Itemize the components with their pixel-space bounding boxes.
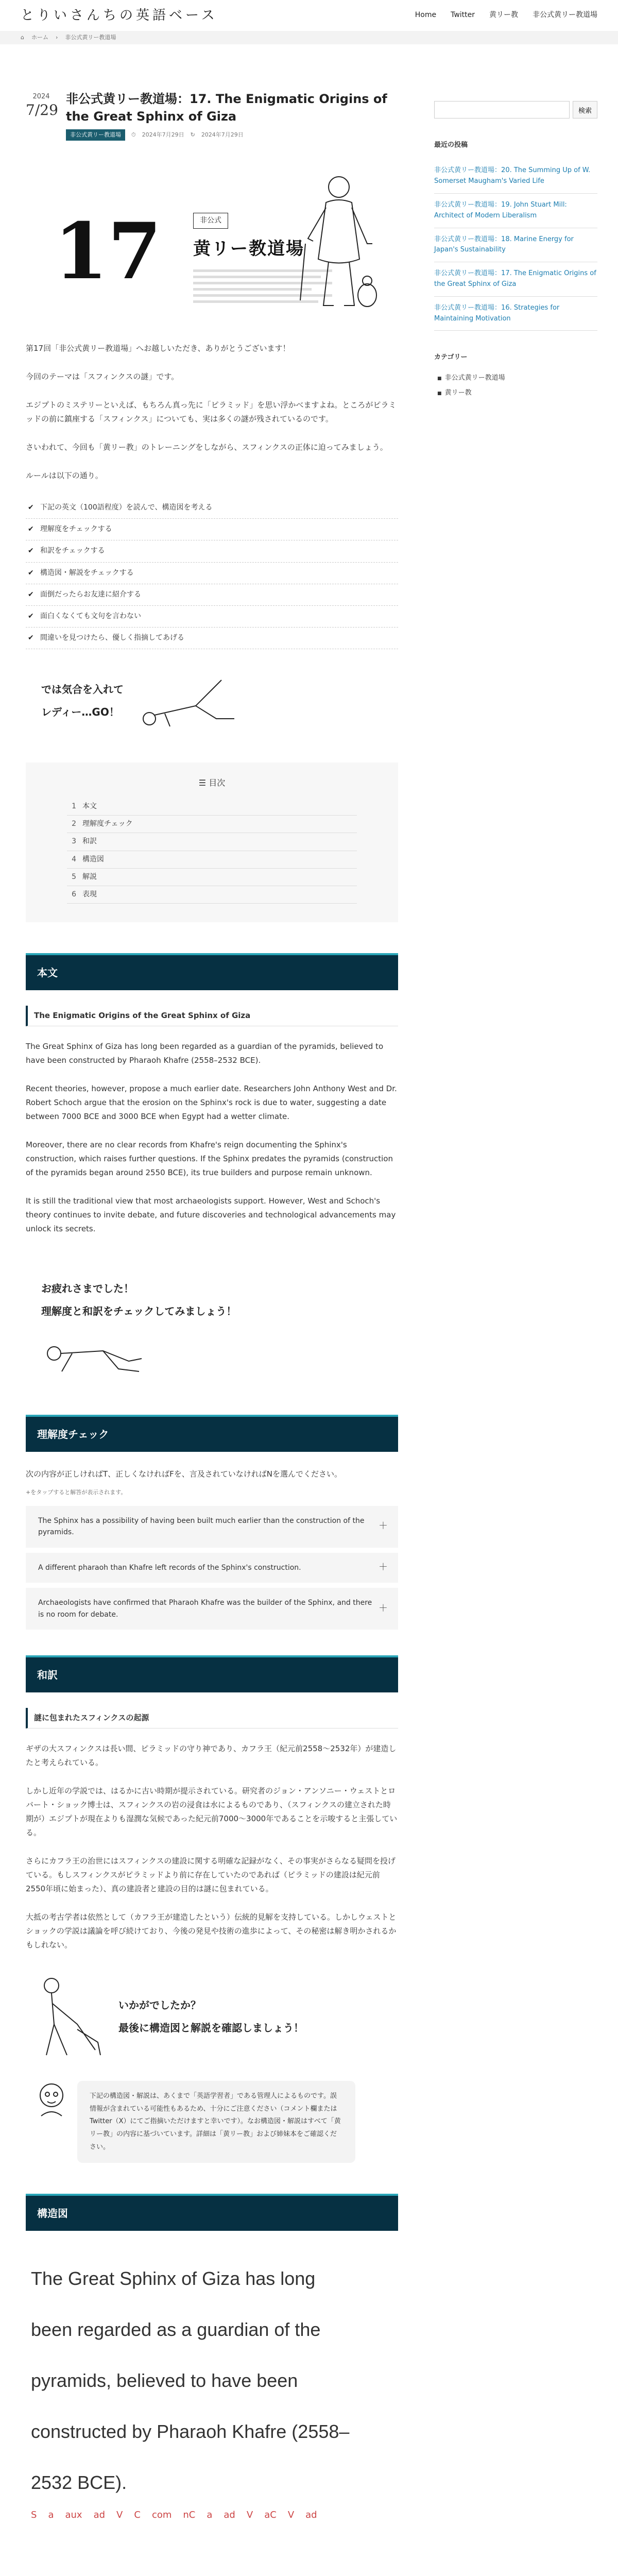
- plus-icon[interactable]: ＋: [379, 1603, 388, 1614]
- plus-icon[interactable]: ＋: [379, 1521, 388, 1532]
- list-item: ✔ 間違いを見つけたら、優しく指摘してあげる: [26, 628, 398, 649]
- quiz-accordion-2[interactable]: A different pharaoh than Khafre left records of the Sphinx's construction. ＋: [26, 1553, 398, 1583]
- recent-post-link[interactable]: 非公式黄リー教道場：18. Marine Energy for Japan's Sustainability: [434, 228, 597, 263]
- post-meta: [66, 129, 398, 141]
- structure-tags: S a aux ad V C com nC a ad V aC V ad: [31, 2510, 317, 2521]
- global-nav: [415, 9, 597, 22]
- samurai-illustration: [295, 166, 383, 316]
- category-badge[interactable]: 非公式黄リー教道場: [66, 129, 125, 141]
- search-input[interactable]: [434, 101, 570, 118]
- toc-item-3[interactable]: 3 和訳: [67, 833, 357, 851]
- quiz-accordion-1[interactable]: The Sphinx has a possibility of having been built much earlier than the construction of the pyramids. ＋: [26, 1506, 398, 1548]
- post-date: 2024 7/29: [26, 93, 58, 119]
- site-header: [0, 0, 618, 31]
- list-item: ✔ 理解度をチェックする: [26, 519, 398, 540]
- author-note: [36, 2081, 398, 2163]
- author-note-text: 下記の構造図・解説は、あくまで「英語学習者」である管理人によるものです。誤情報が含まれている可能性もあるため、十分にご注意ください（コメント欄またはTwitter（X）にてご指摘いただけますと幸いです）。なお構造図・解説はすべて「黄リー教」の内容に基づいています。詳細は「黄リー教」および姉妹本をご確認ください。: [77, 2081, 355, 2163]
- quiz-note: +をタップすると解答が表示されます。: [26, 1489, 127, 1496]
- list-item: ✔ 和訳をチェックする: [26, 540, 398, 562]
- toc-item-1[interactable]: 1 本文: [67, 798, 357, 816]
- main-content: [21, 44, 403, 2545]
- structure-line-2: been regarded as a guardian of the: [31, 2319, 321, 2341]
- recent-post-link[interactable]: 非公式黄リー教道場：16. Strategies for Maintaining Motivation: [434, 297, 597, 331]
- category-link[interactable]: ■ 非公式黄リー教道場: [437, 372, 597, 384]
- list-item: ✔ 下記の英文（100語程度）を読んで、構造図を考える: [26, 497, 398, 519]
- outro-banner: いかがでしたか？ 最後に構造図と解説を確認しましょう！: [31, 1973, 398, 2060]
- eyecatch-title: 黄リー教道場: [193, 238, 304, 259]
- section-heading-kouzou: 構造図: [26, 2194, 398, 2231]
- nav-home[interactable]: Home: [415, 11, 437, 20]
- search-widget: [434, 101, 597, 118]
- eyecatch-image: [26, 156, 398, 326]
- toc-item-2[interactable]: 2 理解度チェック: [67, 816, 357, 833]
- structure-line-5: 2532 BCE).: [31, 2471, 127, 2493]
- eyecatch-sub: 非公式: [193, 213, 228, 229]
- table-of-contents: ☰ 目次 1 本文 2 理解度チェック 3 和訳 4 構造図 5 解説 6 表現: [26, 762, 398, 922]
- recent-posts-title: 最近の投稿: [434, 141, 468, 149]
- toc-item-5[interactable]: 5 解説: [67, 869, 357, 886]
- breadcrumb: ⌂ ホーム › 非公式黄リー教道場: [0, 31, 618, 44]
- quiz-accordion-3[interactable]: Archaeologists have confirmed that Pharaoh Khafre was the builder of the Sphinx, and there is no room for debate. ＋: [26, 1588, 398, 1630]
- eyecatch-number: 17: [54, 206, 162, 297]
- toc-item-6[interactable]: 6 表現: [67, 886, 357, 904]
- clock-icon: ⏱: [131, 131, 136, 139]
- intro-p4: さいわれて、今回も「黄リー教」のトレーニングをしながら、スフィンクスの正体に迫ってみましょう。: [26, 442, 388, 452]
- nav-kiri[interactable]: 黄リー教: [489, 11, 518, 20]
- category-title: カテゴリー: [434, 353, 468, 362]
- intro-p5: ルールは以下の通り。: [26, 470, 103, 480]
- translation-p3: さらにカフラ王の治世にはスフィンクスの建設に関する明確な記録がなく、その事実がさらなる疑問を投げている。もしスフィンクスがピラミッドより前に存在していたのであれば（ピラミッドの建設は紀元前2550年頃に始まった）、真の建設者と建設の目的は謎に包まれている。: [26, 1856, 396, 1893]
- author-avatar: [36, 2081, 67, 2117]
- start-banner: では気合を入れて レディー…GO！: [41, 670, 398, 732]
- passage-p3: Moreover, there are no clear records from Khafre's reign documenting the Sphinx's construction, which raises further questions. If the Sphinx predates the pyramids (construction of the pyramids began around 2550 BCE), its true builders and purpose remain unknown.: [26, 1140, 393, 1178]
- list-item: ✔ 面倒だったらお友達に紹介する: [26, 584, 398, 606]
- intro-p2: 今回のテーマは「スフィンクスの謎」です。: [26, 371, 179, 381]
- passage-p2: Recent theories, however, propose a much earlier date. Researchers John Anthony West and Dr. Robert Schoch argue that the erosion on the Sphinx's rock is due to water, suggesting a date between 7000 BCE and 3000 BCE when Egypt had a wetter climate.: [26, 1084, 397, 1122]
- nav-twitter[interactable]: Twitter: [451, 11, 475, 20]
- structure-line-3: pyramids, believed to have been: [31, 2370, 298, 2391]
- site-logo[interactable]: とりいさんちの英語ベース: [21, 7, 218, 23]
- passage-p4: It is still the traditional view that most archaeologists support. However, West and Schoch's theory continues to invite debate, and future discoveries and technological advancements may unlock its secrets.: [26, 1196, 396, 1234]
- finish-banner: お疲れさまでした！ 理解度と和訳をチェックしてみましょう！: [41, 1277, 398, 1384]
- translation-p4: 大抵の考古学者は依然として（カフラ王が建造したという）伝統的見解を支持している。しかしウェストとショックの学説は議論を呼び続けており、今後の発見や技術の進歩によって、その秘密は解き明かされるかもしれない。: [26, 1912, 397, 1950]
- structure-line-1: The Great Sphinx of Giza has long: [31, 2268, 316, 2290]
- section-heading-check: 理解度チェック: [26, 1415, 398, 1452]
- rules-list: [26, 497, 398, 649]
- intro-p3: エジプトのミステリーといえば、もちろん真っ先に「ピラミッド」を思い浮かべますよね。ところがピラミッドの前に鎮座する「スフィンクス」についても、実は多くの謎が残されているのです。: [26, 400, 397, 423]
- category-link[interactable]: ■ 黄リー教: [437, 387, 597, 399]
- translation-p2: しかし近年の学説では、はるかに古い時期が提示されている。研究者のジョン・アンソニー・ウェストとロバート・ショック博士は、スフィンクスの岩の浸食は水によるものであり、（スフィンクスの建立された時期が）エジプトが現在よりも湿潤な気候であった紀元前7000〜3000年であることを示唆すると主張している。: [26, 1786, 398, 1837]
- list-item: ✔ 面白くなくても文句を言わない: [26, 606, 398, 628]
- recent-post-link[interactable]: 非公式黄リー教道場：20. The Summing Up of W. Somerset Maugham's Varied Life: [434, 159, 597, 194]
- recent-post-link[interactable]: 非公式黄リー教道場：19. John Stuart Mill: Architect of Modern Liberalism: [434, 194, 597, 228]
- breadcrumb-category[interactable]: 非公式黄リー教道場: [65, 34, 116, 41]
- section-heading-honbun: 本文: [26, 953, 398, 990]
- runner-illustration: [139, 670, 242, 732]
- passage-p1: The Great Sphinx of Giza has long been regarded as a guardian of the pyramids, believed to have been constructed by Pharaoh Khafre (2558–2532 BCE).: [26, 1042, 384, 1065]
- quiz-intro: 次の内容が正しければT、正しくなければFを、言及されていなければNを選んでください。: [26, 1469, 342, 1479]
- breadcrumb-home[interactable]: ホーム: [31, 34, 48, 41]
- list-item: ✔ 構造図・解説をチェックする: [26, 563, 398, 584]
- plus-icon[interactable]: ＋: [379, 1562, 388, 1573]
- toc-item-4[interactable]: 4 構造図: [67, 851, 357, 869]
- passage-heading: The Enigmatic Origins of the Great Sphinx of Giza: [26, 1006, 398, 1026]
- nav-dojo[interactable]: 非公式黄リー教道場: [533, 11, 597, 20]
- translation-p1: ギザの大スフィンクスは長い間、ピラミッドの守り神であり、カフラ王（紀元前2558〜2532年）が建造したと考えられている。: [26, 1743, 397, 1767]
- home-icon: ⌂: [21, 34, 24, 41]
- list-icon: ☰: [198, 778, 209, 788]
- walking-illustration: [31, 1973, 103, 2060]
- section-heading-wayaku: 和訳: [26, 1655, 398, 1692]
- translation-heading: 謎に包まれたスフィンクスの起源: [26, 1708, 398, 1728]
- intro-p1: 第17回「非公式黄リー教道場」へお越しいただき、ありがとうございます！: [26, 343, 290, 353]
- structure-line-4: constructed by Pharaoh Khafre (2558–: [31, 2420, 350, 2442]
- structure-diagram: [26, 2246, 398, 2544]
- post-header: [26, 91, 398, 141]
- page-title: 非公式黄リー教道場：17. The Enigmatic Origins of the Great Sphinx of Giza: [66, 92, 387, 124]
- sidebar: [434, 44, 597, 2545]
- recent-post-link[interactable]: 非公式黄リー教道場：17. The Enigmatic Origins of the Great Sphinx of Giza: [434, 262, 597, 297]
- published-date: 2024年7月29日: [142, 131, 184, 139]
- lying-person-illustration: [41, 1323, 144, 1379]
- refresh-icon: ↻: [190, 131, 195, 139]
- search-button[interactable]: 検索: [573, 101, 597, 118]
- updated-date: 2024年7月29日: [201, 131, 244, 139]
